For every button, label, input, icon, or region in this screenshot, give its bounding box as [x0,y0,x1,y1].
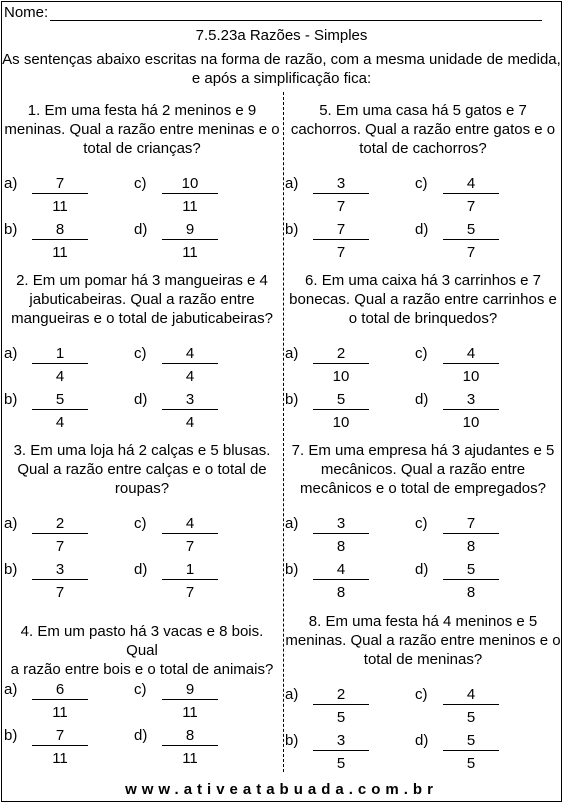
fraction-denominator: 10 [462,414,480,431]
instructions-line-1: As sentenças abaixo escritas na forma de razão, com a mesma unidade de medida, [2,51,561,68]
question-3-text [4,441,280,498]
option-letter: d) [134,561,148,578]
fraction-bar [32,409,88,410]
question-line: 1. Em uma festa há 2 meninos e 9 [27,102,257,119]
option-letter: a) [285,686,299,703]
fraction-bar [162,409,218,410]
option-letter: d) [134,391,148,408]
fraction-bar [443,409,499,410]
question-4-option[interactable] [4,681,124,725]
question-5-option[interactable] [285,175,405,219]
question-4-text [4,622,280,679]
option-letter: a) [4,515,18,532]
instructions-line-2: e após a simplificação fica: [191,70,372,87]
fraction-bar [313,750,369,751]
fraction-denominator: 8 [466,538,476,555]
option-letter: b) [285,391,299,408]
fraction-denominator: 5 [336,709,346,726]
fraction-denominator: 10 [332,414,350,431]
fraction-denominator: 5 [336,755,346,772]
question-7-text [285,441,561,498]
fraction-denominator: 8 [336,584,346,601]
fraction-numerator: 10 [181,175,199,192]
question-5-option[interactable] [415,221,535,265]
fraction-numerator: 3 [55,561,65,578]
fraction-bar [32,745,88,746]
fraction-numerator: 2 [336,686,346,703]
question-line: a razão entre bois e o total de animais? [10,661,274,678]
option-letter: a) [285,175,299,192]
fraction-denominator: 7 [185,584,195,601]
question-line: 2. Em um pomar há 3 mangueiras e 4 [16,272,268,289]
question-1-option[interactable] [4,175,124,219]
question-line: bonecas. Qual a razão entre carrinhos e [289,291,557,308]
fraction-denominator: 5 [466,755,476,772]
fraction-denominator: 11 [182,198,198,215]
fraction-denominator: 7 [55,538,65,555]
question-2-option[interactable] [4,391,124,435]
fraction-denominator: 11 [52,198,68,215]
option-letter: a) [285,345,299,362]
fraction-bar [162,533,218,534]
option-letter: d) [415,732,429,749]
fraction-numerator: 3 [336,732,346,749]
option-letter: b) [4,221,18,238]
fraction-denominator: 7 [185,538,195,555]
question-7-option[interactable] [415,515,535,559]
question-3-option[interactable] [4,561,124,605]
question-line: 4. Em um pasto há 3 vacas e 8 bois. Qual [20,623,264,659]
question-line: jabuticabeiras. Qual a razão entre [29,291,255,308]
option-letter: b) [285,732,299,749]
website-footer: www.ativeatabuada.com.br [125,781,438,798]
fraction-denominator: 10 [462,368,480,385]
option-letter: b) [4,561,18,578]
fraction-numerator: 1 [55,345,65,362]
fraction-numerator: 7 [55,175,65,192]
question-6-option[interactable] [285,345,405,389]
question-line: 5. Em uma casa há 5 gatos e 7 [319,102,527,119]
question-line: mangueiras e o total de jabuticabeiras? [11,310,273,327]
question-6-text [285,271,561,328]
fraction-denominator: 5 [466,709,476,726]
question-2-option[interactable] [134,391,254,435]
question-2-text [4,271,280,328]
question-line: o total de brinquedos? [348,310,498,327]
question-4-option[interactable] [4,727,124,771]
fraction-numerator: 5 [466,732,476,749]
fraction-numerator: 9 [185,681,195,698]
question-7-option[interactable] [285,561,405,605]
question-line: 8. Em uma festa há 4 meninos e 5 [308,613,538,630]
fraction-numerator: 9 [185,221,195,238]
question-line: mecânicos e o total de empregados? [300,480,546,497]
option-letter: c) [134,345,147,362]
question-1-option[interactable] [134,221,254,265]
question-line: 3. Em uma loja há 2 calças e 5 blusas. [13,442,271,459]
question-line: total de crianças? [83,140,201,157]
fraction-bar [162,239,218,240]
option-letter: a) [4,175,18,192]
column-divider [283,92,284,772]
option-letter: d) [415,561,429,578]
question-line: Qual a razão entre calças e o total de [17,461,267,478]
fraction-bar [443,750,499,751]
question-line: meninas. Qual a razão entre meninas e o [4,121,280,138]
fraction-denominator: 7 [466,198,476,215]
fraction-numerator: 5 [336,391,346,408]
fraction-numerator: 3 [466,391,476,408]
question-8-option[interactable] [415,686,535,730]
option-letter: c) [415,686,428,703]
question-line: meninas. Qual a razão entre meninos e o [285,632,561,649]
question-5-option[interactable] [415,175,535,219]
option-letter: d) [134,221,148,238]
fraction-bar [443,533,499,534]
fraction-bar [32,579,88,580]
option-letter: b) [4,727,18,744]
fraction-numerator: 7 [55,727,65,744]
fraction-denominator: 11 [182,244,198,261]
fraction-numerator: 4 [466,345,476,362]
fraction-denominator: 11 [182,750,198,767]
question-5-text [285,101,561,158]
question-2-option[interactable] [134,345,254,389]
option-letter: c) [134,175,147,192]
question-5-option[interactable] [285,221,405,265]
question-line: mecânicos. Qual a razão entre [320,461,526,478]
question-line: roupas? [114,480,170,497]
question-2-option[interactable] [4,345,124,389]
question-4-option[interactable] [134,727,254,771]
question-1-option[interactable] [134,175,254,219]
question-8-text [285,612,561,669]
fraction-bar [443,363,499,364]
question-6-option[interactable] [415,391,535,435]
fraction-numerator: 3 [336,515,346,532]
fraction-numerator: 4 [185,515,195,532]
option-letter: c) [134,681,147,698]
fraction-numerator: 5 [466,221,476,238]
question-7-option[interactable] [415,561,535,605]
option-letter: b) [285,221,299,238]
fraction-numerator: 6 [55,681,65,698]
fraction-denominator: 4 [55,368,65,385]
fraction-numerator: 4 [466,686,476,703]
fraction-denominator: 7 [336,244,346,261]
fraction-bar [443,193,499,194]
fraction-denominator: 8 [466,584,476,601]
option-letter: b) [285,561,299,578]
fraction-denominator: 7 [55,584,65,601]
fraction-numerator: 4 [466,175,476,192]
option-letter: c) [134,515,147,532]
fraction-numerator: 3 [185,391,195,408]
instructions [0,50,563,88]
question-8-option[interactable] [285,686,405,730]
fraction-bar [443,704,499,705]
fraction-denominator: 7 [466,244,476,261]
option-letter: a) [285,515,299,532]
fraction-bar [162,193,218,194]
fraction-bar [443,239,499,240]
question-3-option[interactable] [134,515,254,559]
fraction-numerator: 5 [55,391,65,408]
question-1-option[interactable] [4,221,124,265]
fraction-bar [313,409,369,410]
fraction-bar [162,579,218,580]
option-letter: d) [415,391,429,408]
fraction-numerator: 7 [466,515,476,532]
fraction-bar [313,193,369,194]
fraction-bar [162,745,218,746]
question-6-option[interactable] [285,391,405,435]
option-letter: d) [134,727,148,744]
option-letter: c) [415,345,428,362]
question-6-option[interactable] [415,345,535,389]
fraction-numerator: 3 [336,175,346,192]
fraction-bar [313,579,369,580]
option-letter: d) [415,221,429,238]
question-4-option[interactable] [134,681,254,725]
fraction-bar [32,363,88,364]
question-8-option[interactable] [415,732,535,776]
fraction-numerator: 4 [185,345,195,362]
fraction-bar [32,193,88,194]
question-3-option[interactable] [134,561,254,605]
fraction-denominator: 4 [185,414,195,431]
worksheet-title: 7.5.23a Razões - Simples [195,27,368,44]
question-1-text [4,101,280,158]
fraction-bar [32,533,88,534]
fraction-numerator: 4 [336,561,346,578]
fraction-numerator: 8 [55,221,65,238]
fraction-numerator: 8 [185,727,195,744]
fraction-bar [32,699,88,700]
fraction-bar [313,533,369,534]
fraction-denominator: 11 [52,704,68,721]
fraction-denominator: 4 [185,368,195,385]
fraction-numerator: 2 [55,515,65,532]
option-letter: c) [415,175,428,192]
question-8-option[interactable] [285,732,405,776]
question-line: total de meninas? [363,651,483,668]
option-letter: a) [4,345,18,362]
fraction-numerator: 5 [466,561,476,578]
fraction-bar [162,699,218,700]
fraction-bar [313,704,369,705]
question-7-option[interactable] [285,515,405,559]
option-letter: b) [4,391,18,408]
fraction-denominator: 11 [52,244,68,261]
question-line: 6. Em uma caixa há 3 carrinhos e 7 [305,272,541,289]
option-letter: c) [415,515,428,532]
fraction-bar [313,363,369,364]
option-letter: a) [4,681,18,698]
fraction-denominator: 4 [55,414,65,431]
name-label: Nome: [4,4,49,21]
fraction-numerator: 1 [185,561,195,578]
fraction-bar [443,579,499,580]
fraction-denominator: 11 [182,704,198,721]
fraction-denominator: 7 [336,198,346,215]
fraction-denominator: 8 [336,538,346,555]
fraction-bar [162,363,218,364]
question-line: 7. Em uma empresa há 3 ajudantes e 5 [291,442,555,459]
question-line: total de cachorros? [359,140,487,157]
fraction-denominator: 11 [52,750,68,767]
question-3-option[interactable] [4,515,124,559]
fraction-numerator: 2 [336,345,346,362]
fraction-numerator: 7 [336,221,346,238]
name-input-line[interactable] [50,20,542,21]
fraction-denominator: 10 [332,368,350,385]
fraction-bar [313,239,369,240]
question-line: cachorros. Qual a razão entre gatos e o [290,121,556,138]
fraction-bar [32,239,88,240]
